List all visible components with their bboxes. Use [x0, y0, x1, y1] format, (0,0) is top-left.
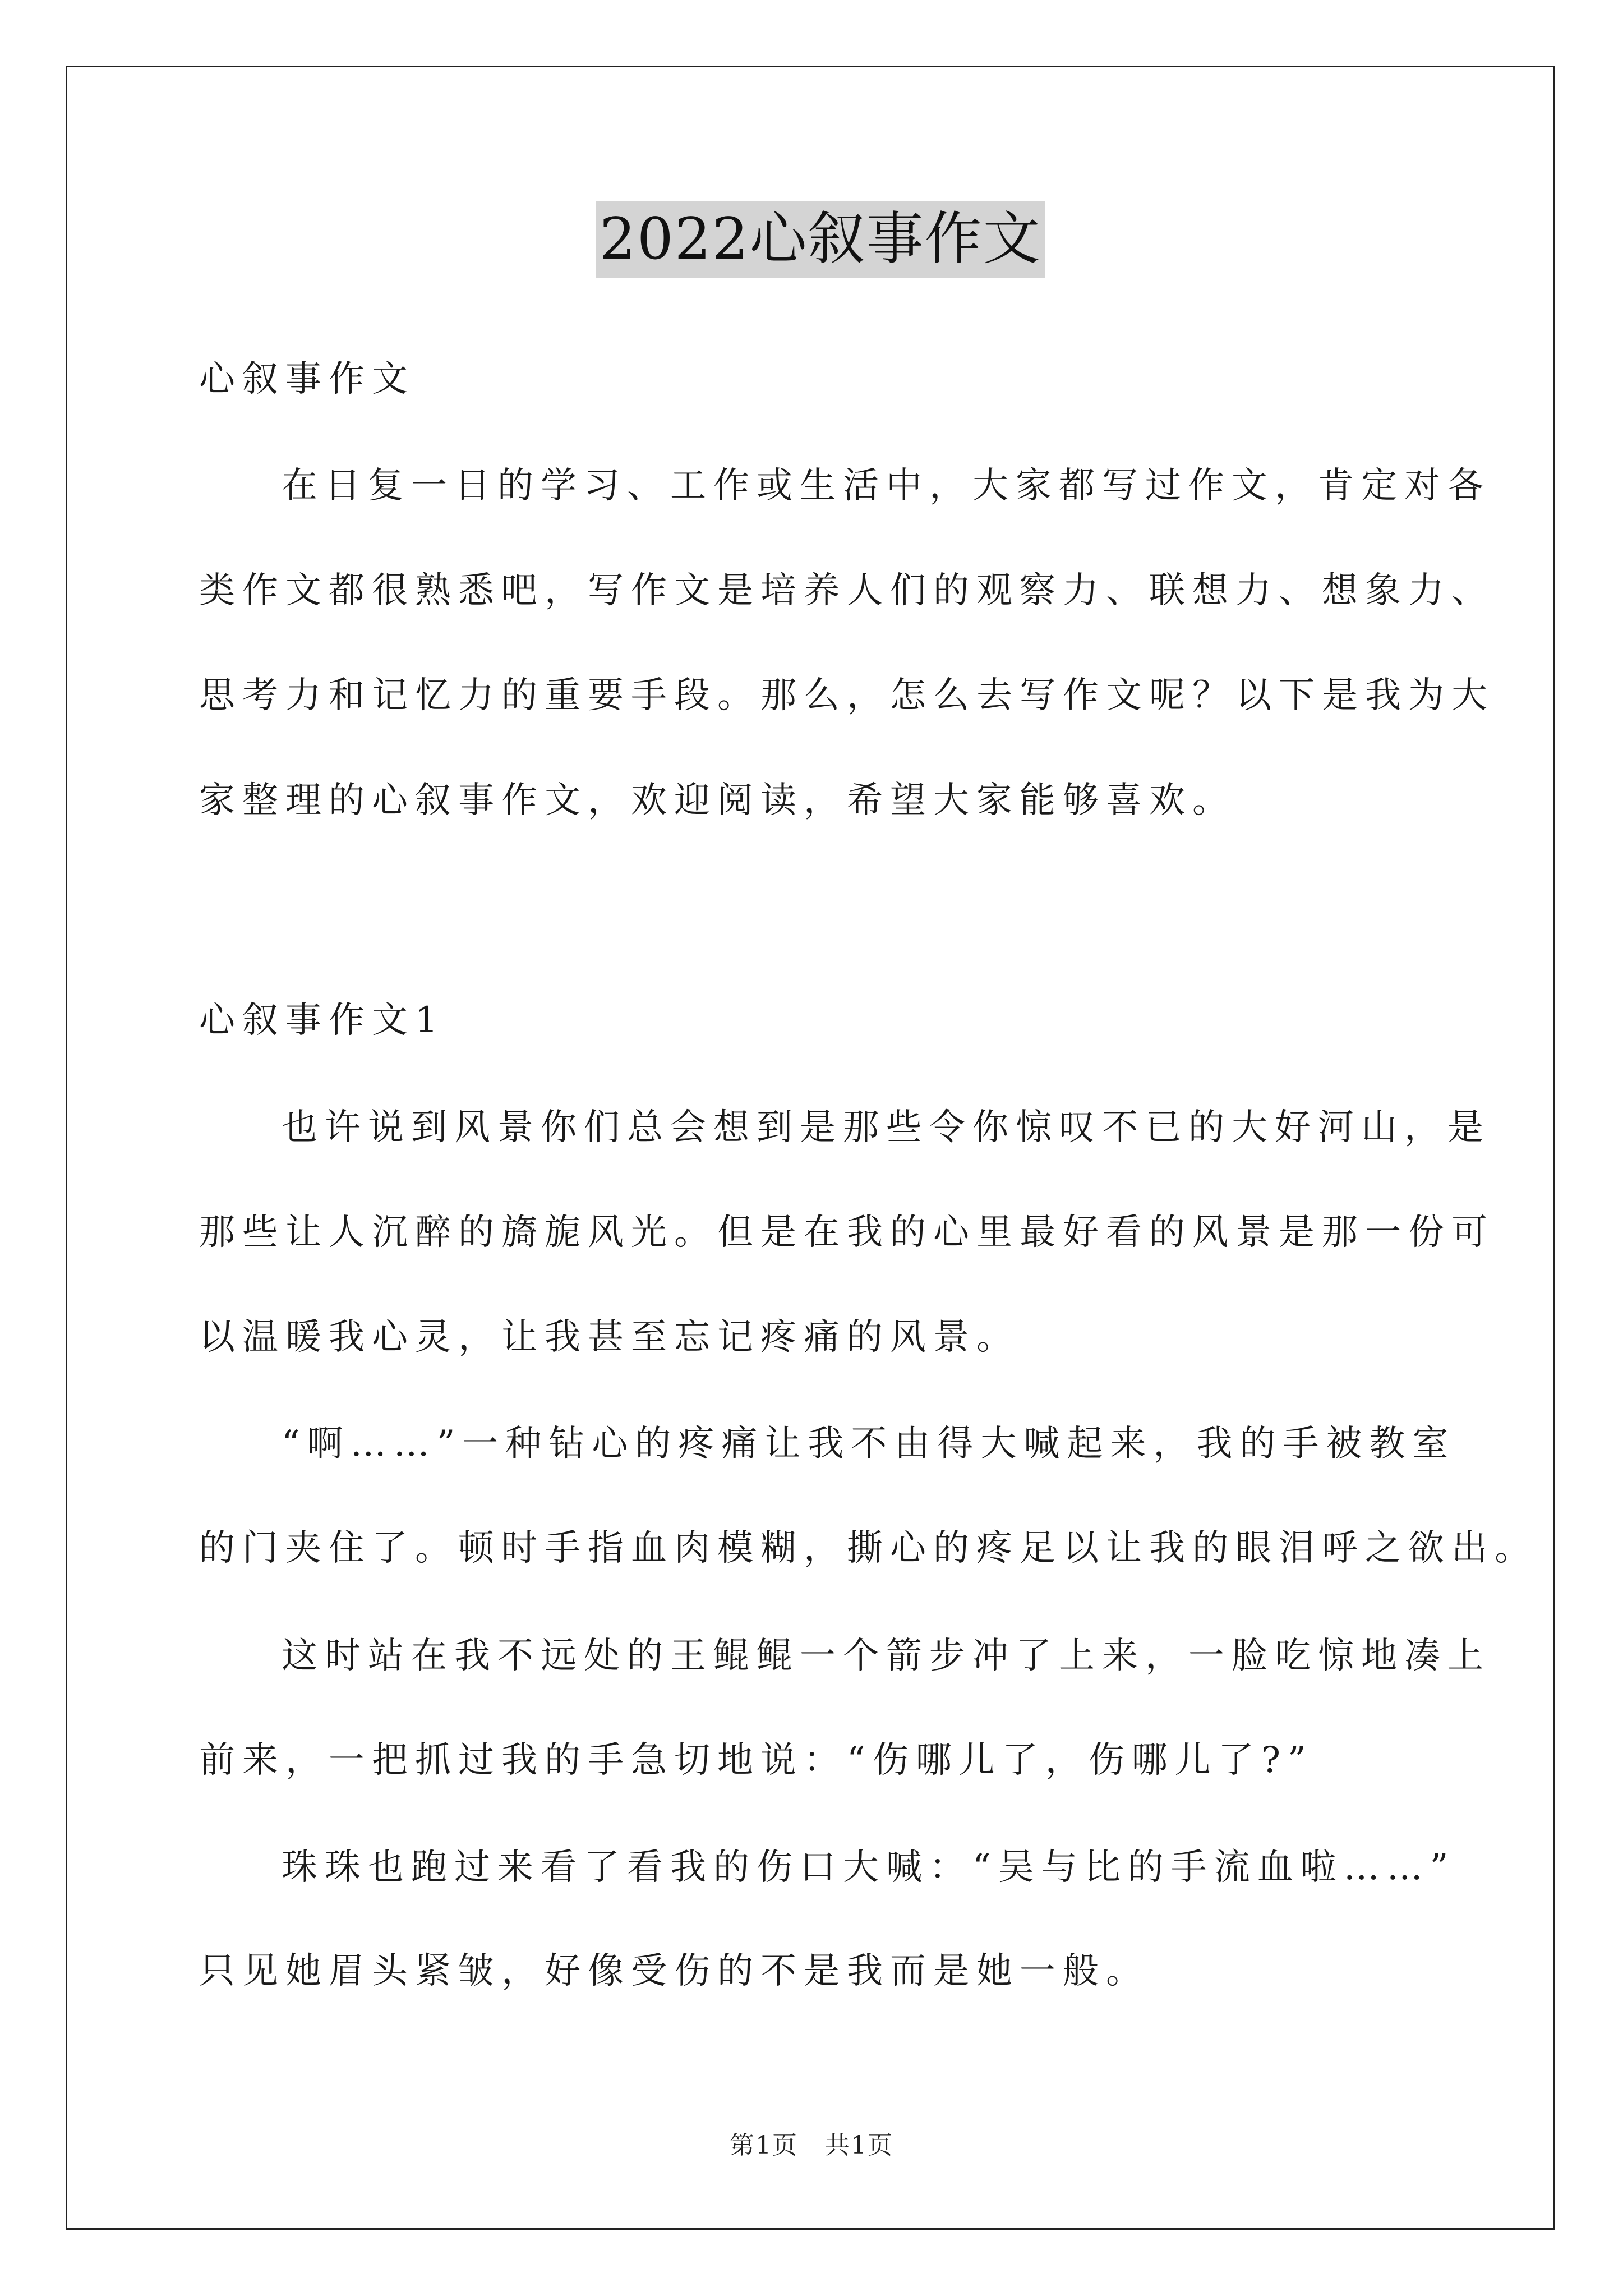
section-heading: 心叙事作文1 — [199, 1000, 445, 1041]
body-text-line: 也许说到风景你们总会想到是那些令你惊叹不已的大好河山，是 — [282, 1107, 1491, 1148]
body-text-line: 珠珠也跑过来看了看我的伤口大喊：“吴与比的手流血啦……” — [282, 1847, 1456, 1888]
body-text-line: 家整理的心叙事作文，欢迎阅读，希望大家能够喜欢。 — [199, 780, 1235, 821]
body-text-line: 类作文都很熟悉吧，写作文是培养人们的观察力、联想力、想象力、 — [199, 570, 1495, 611]
page-number: 第1页 — [730, 2131, 798, 2160]
body-text-line: 的门夹住了。顿时手指血肉模糊，撕心的疼足以让我的眼泪呼之欲出。 — [199, 1527, 1538, 1569]
body-text-line: 那些让人沉醉的旖旎风光。但是在我的心里最好看的风景是那一份可 — [199, 1212, 1495, 1253]
section-heading: 心叙事作文 — [199, 358, 415, 400]
page-footer — [0, 2129, 1623, 2162]
body-text-line: 在日复一日的学习、工作或生活中，大家都写过作文，肯定对各 — [282, 465, 1491, 507]
body-text-line: “啊……”一种钻心的疼痛让我不由得大喊起来，我的手被教室 — [282, 1423, 1456, 1465]
body-text-line: 以温暖我心灵，让我甚至忘记疼痛的风景。 — [199, 1317, 1020, 1358]
body-text-line: 这时站在我不远处的王鲲鲲一个箭步冲了上来，一脸吃惊地凑上 — [282, 1635, 1491, 1677]
body-text-line: 只见她眉头紧皱，好像受伤的不是我而是她一般。 — [199, 1950, 1149, 1992]
page-total: 共1页 — [825, 2131, 893, 2160]
body-text-line: 思考力和记忆力的重要手段。那么，怎么去写作文呢？以下是我为大 — [199, 675, 1495, 716]
document-title: 2022心叙事作文 — [596, 201, 1045, 278]
body-text-line: 前来，一把抓过我的手急切地说：“伤哪儿了，伤哪儿了?” — [199, 1740, 1313, 1781]
